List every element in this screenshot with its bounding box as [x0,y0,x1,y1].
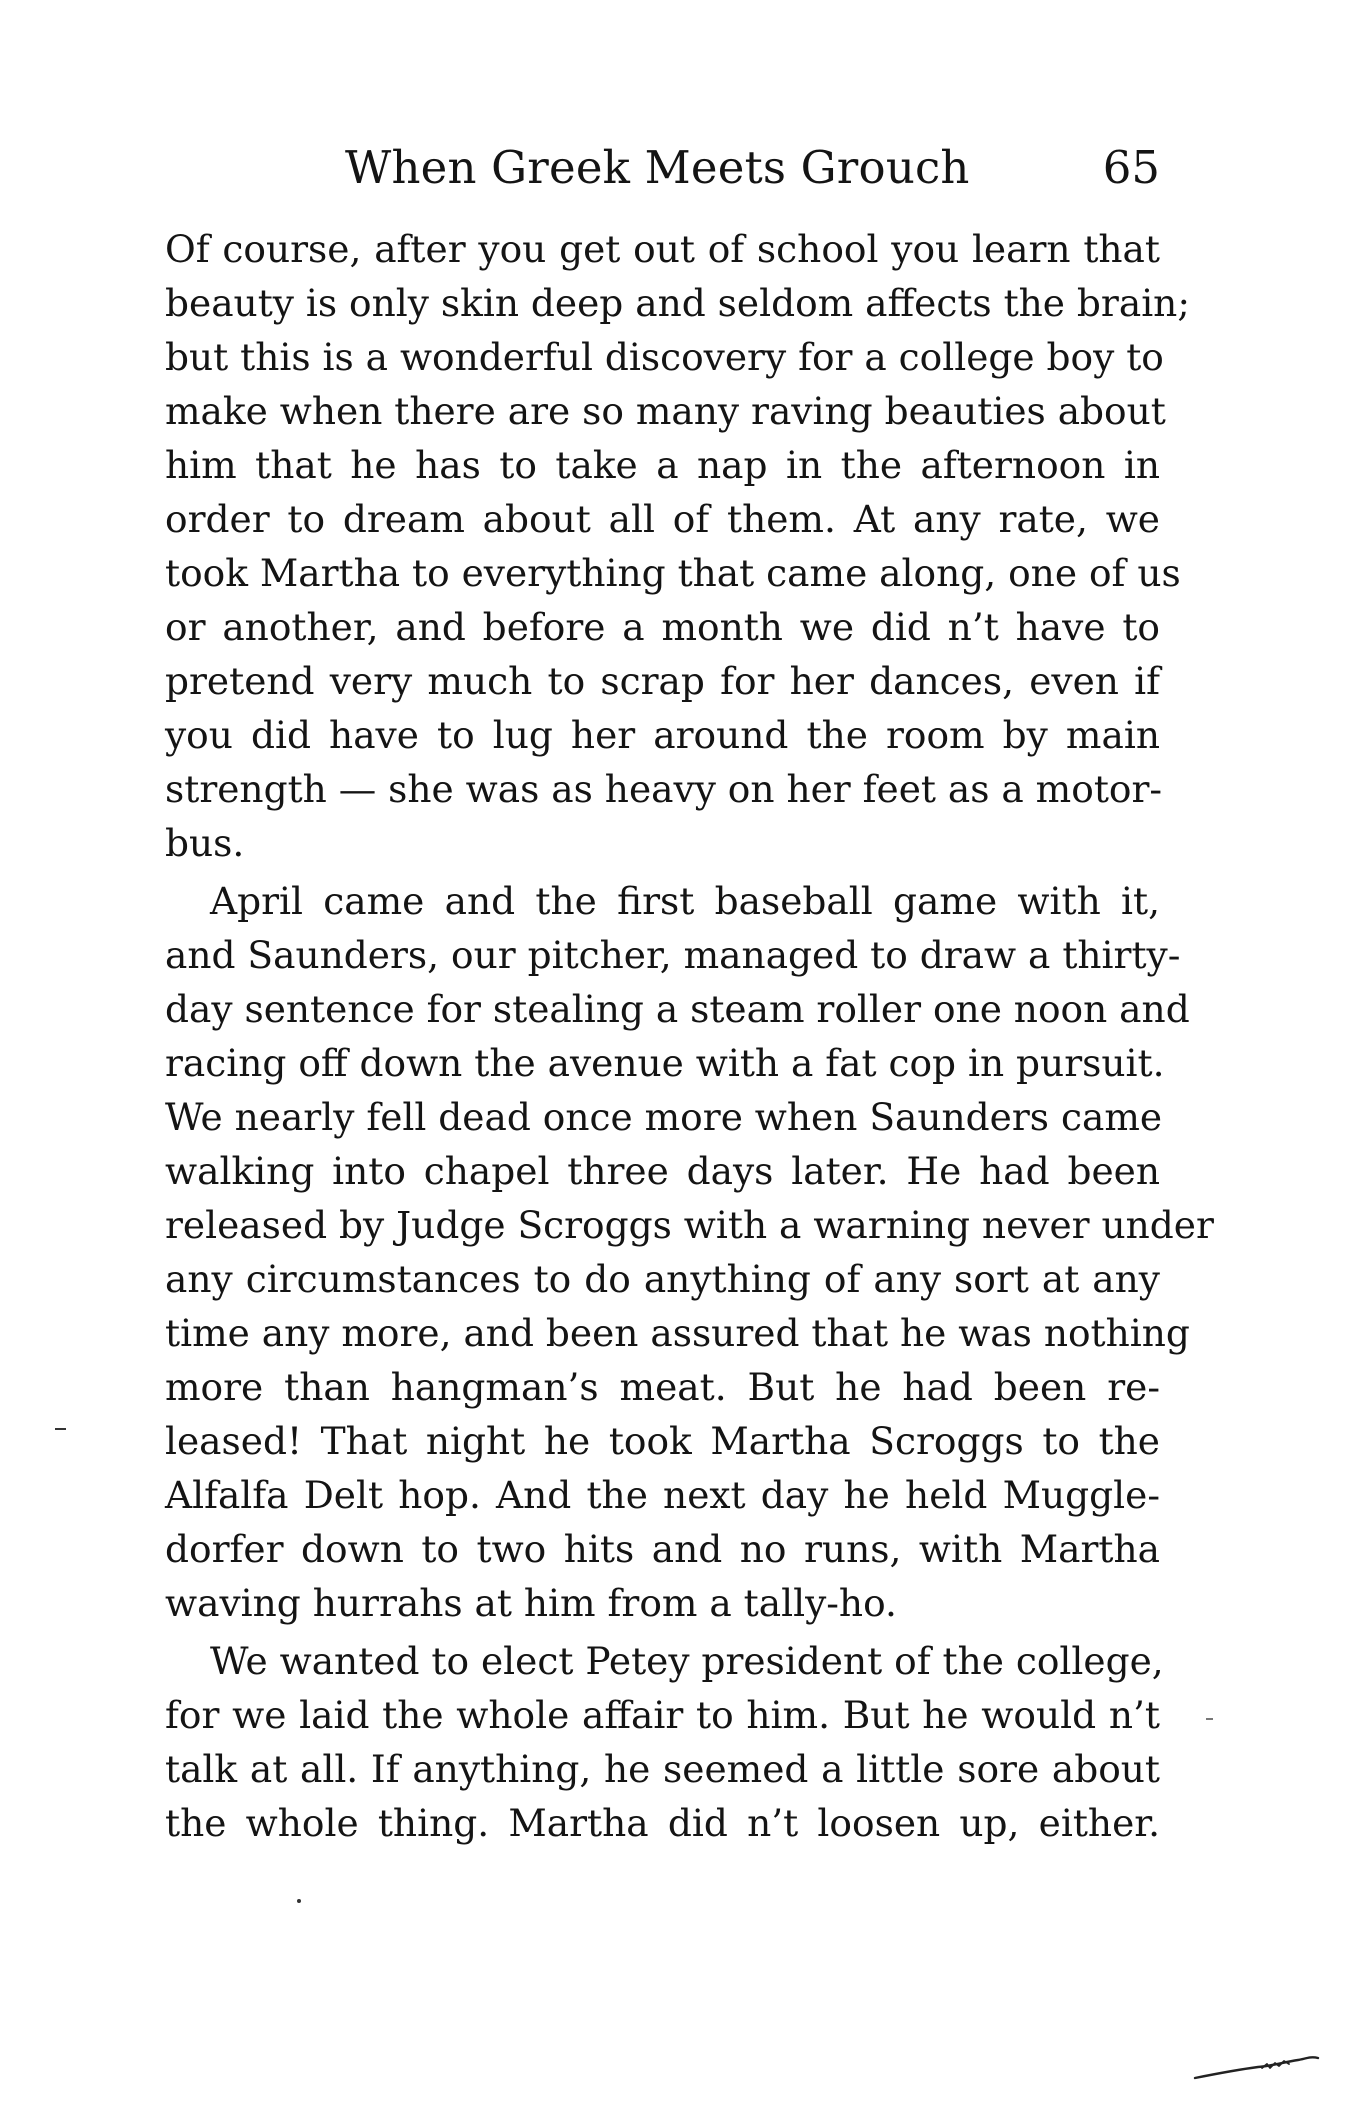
text-line: strength — she was as heavy on her feet as a motor- [165,767,1163,811]
text-line: any circumstances to do anything of any sort at any [165,1257,1160,1301]
text-line: you did have to lug her around the room by main [165,713,1160,757]
text-line: leased! That night he took Martha Scroggs to the [165,1419,1160,1463]
text-line: talk at all. If anything, he seemed a little sore about [165,1747,1160,1791]
text-line: or another, and before a month we did n’t have to [165,605,1160,649]
text-line: make when there are so many raving beauties about [165,389,1166,433]
text-line: took Martha to everything that came along, one of us [165,551,1181,595]
body-text [165,222,1214,1850]
text-line: We wanted to elect Petey president of the college, [210,1639,1164,1683]
text-line: bus. [165,821,245,865]
text-line: walking into chapel three days later. He had been [165,1149,1160,1193]
text-line: but this is a wonderful discovery for a college boy to [165,335,1164,379]
page-number: 65 [1102,141,1160,194]
text-line: the whole thing. Martha did n’t loosen up, either. [165,1801,1160,1845]
text-line: Alfalfa Delt hop. And the next day he held Muggle- [165,1473,1160,1517]
text-line: April came and the first baseball game with it, [210,879,1160,923]
running-title: When Greek Meets Grouch [345,141,970,194]
text-line: more than hangman’s meat. But he had been re- [165,1365,1160,1409]
text-line: and Saunders, our pitcher, managed to draw a thirty- [165,933,1181,977]
text-line: time any more, and been assured that he was nothing [165,1311,1190,1355]
text-line: day sentence for stealing a steam roller one noon and [165,987,1190,1031]
text-line: waving hurrahs at him from a tally-ho. [165,1581,897,1625]
ink-scribble-mark [1190,2050,1330,2084]
paragraph-3 [165,1634,1164,1850]
text-line: for we laid the whole affair to him. But he would n’t [165,1693,1160,1737]
ink-dot-mark [297,1899,301,1903]
margin-tick-mark [1206,1718,1213,1720]
paragraph-1 [165,222,1190,870]
text-line: We nearly fell dead once more when Saunders came [165,1095,1163,1139]
text-line: order to dream about all of them. At any rate, we [165,497,1160,541]
running-head [165,138,1160,198]
margin-dash-mark [55,1428,66,1430]
text-line: Of course, after you get out of school you learn that [165,227,1160,271]
text-line: pretend very much to scrap for her dances, even if [165,659,1160,703]
paragraph-2 [165,874,1214,1630]
text-line: beauty is only skin deep and seldom affects the brain; [165,281,1190,325]
text-line: him that he has to take a nap in the afternoon in [165,443,1160,487]
text-line: released by Judge Scroggs with a warning never under [165,1203,1214,1247]
text-line: racing off down the avenue with a fat cop in pursuit. [165,1041,1165,1085]
text-line: dorfer down to two hits and no runs, with Martha [165,1527,1160,1571]
